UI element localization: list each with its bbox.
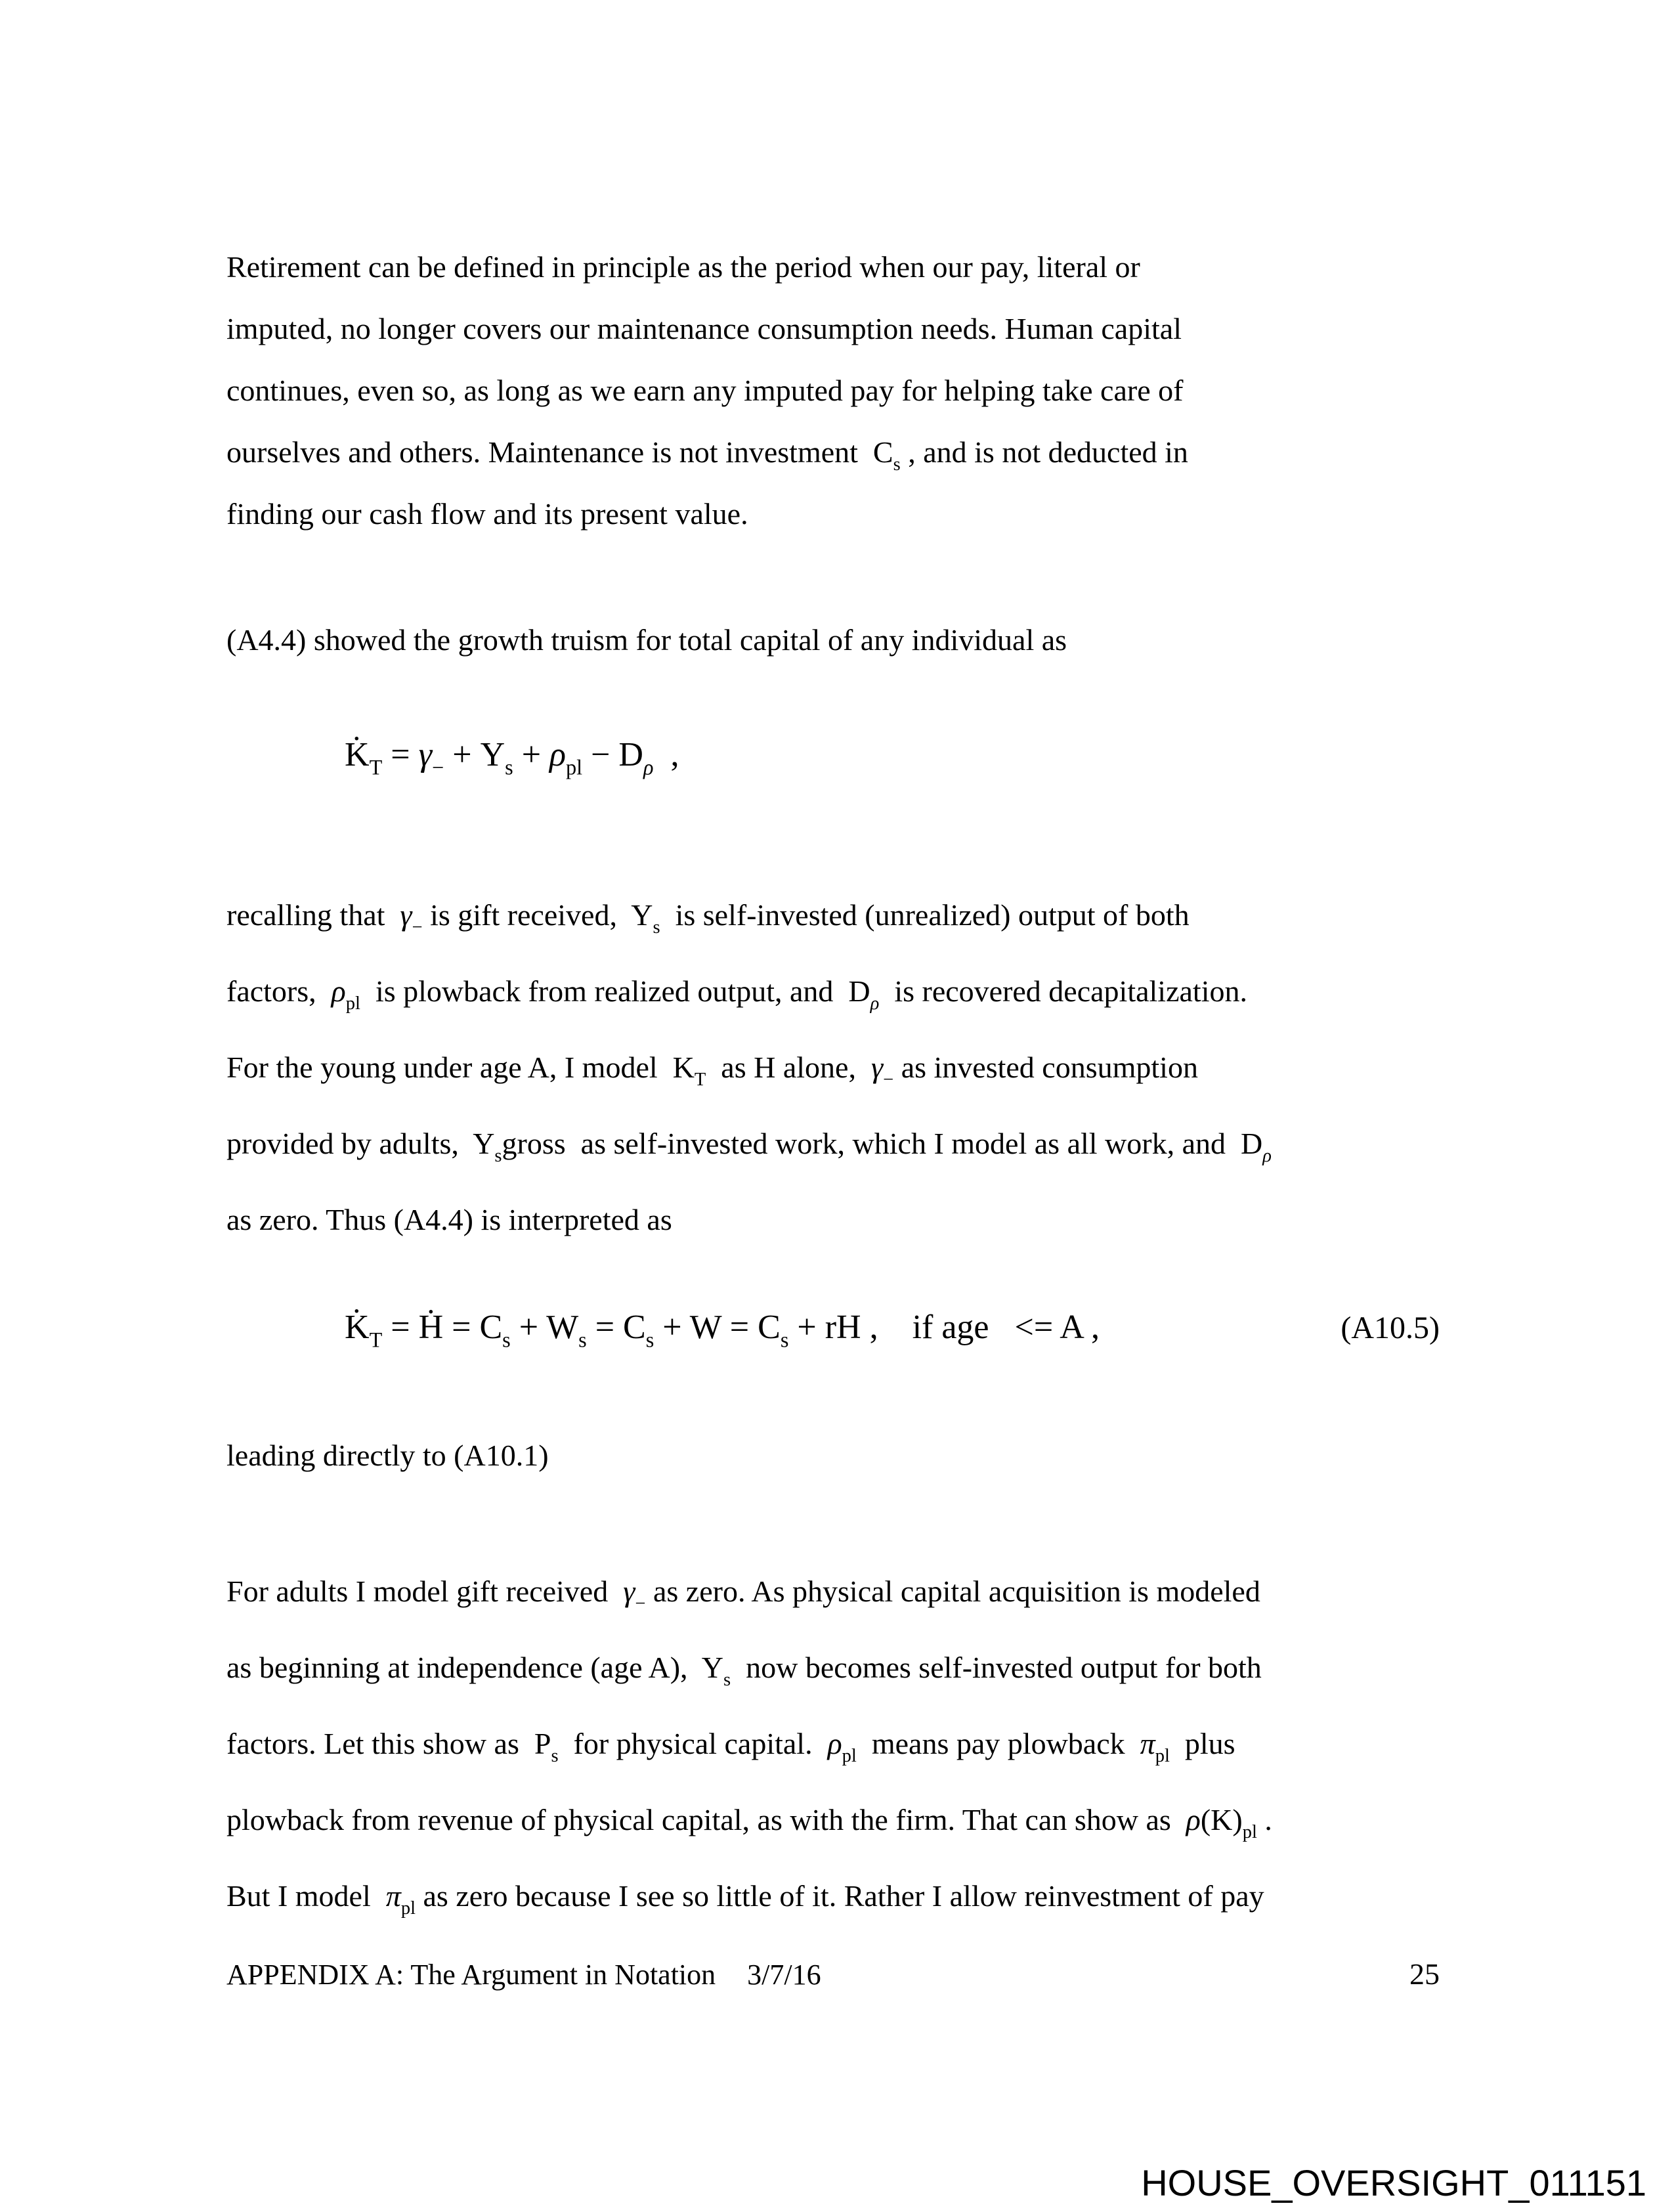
text-run: − D <box>582 736 643 773</box>
text-run: T <box>369 755 383 779</box>
text-run: + rH , <box>788 1309 878 1346</box>
text-run: γ <box>400 898 412 932</box>
text-run: For the young under age A, I model K <box>226 1051 695 1084</box>
text-run: pl <box>345 993 360 1014</box>
text-run: s <box>578 1328 587 1352</box>
text-run: is self-invested (unrealized) output of both <box>660 898 1190 932</box>
text-run: as zero. Thus (A4.4) is interpreted as <box>226 1203 672 1236</box>
text-run: for physical capital. <box>558 1727 828 1760</box>
text-run: , and is not deducted in <box>900 435 1188 469</box>
equation-a10-5-body <box>345 1282 1100 1374</box>
text-run: s <box>780 1328 789 1352</box>
text-run: K̇ <box>345 736 370 773</box>
text-run: − <box>412 917 423 938</box>
text-run: + W <box>510 1309 579 1346</box>
text-run: ourselves and others. Maintenance is not investment C <box>226 435 893 469</box>
text-run: pl <box>1242 1821 1257 1842</box>
text-run: is plowback from realized output, and D <box>360 974 870 1008</box>
text-run: as invested consumption <box>893 1051 1198 1084</box>
page-footer <box>226 1957 1440 1991</box>
text-run: recalling that <box>226 898 400 932</box>
text-run: T <box>694 1069 706 1090</box>
text-run: = <box>382 736 419 773</box>
text-run: leading directly to (A10.1) <box>226 1439 549 1472</box>
text-run: + Y <box>444 736 505 773</box>
text-run: ρ <box>643 755 654 779</box>
text-run: = Ḣ = C <box>382 1309 503 1346</box>
text-run: K̇ <box>345 1309 370 1346</box>
text-run: ρ <box>870 993 880 1014</box>
text-run: as zero because I see so little of it. Rather I allow reinvestment of pay <box>416 1879 1264 1913</box>
text-run: factors, <box>226 974 332 1008</box>
bates-stamp: HOUSE_OVERSIGHT_011151 <box>1141 2162 1646 2203</box>
text-run: + W = C <box>654 1309 781 1346</box>
text-run: pl <box>842 1745 857 1766</box>
text-run: − <box>432 755 444 779</box>
text-run: π <box>385 1879 401 1913</box>
text-run: For adults I model gift received <box>226 1574 624 1608</box>
text-run: ρ <box>331 974 346 1008</box>
text-run: provided by adults, Y <box>226 1127 495 1160</box>
text-run: is gift received, Y <box>422 898 653 932</box>
text-run: s <box>645 1328 655 1352</box>
text-run: ρ <box>827 1727 842 1760</box>
text-run: − <box>883 1069 894 1090</box>
text-run: + <box>513 736 550 773</box>
text-run: s <box>502 1328 511 1352</box>
text-run: factors. Let this show as P <box>226 1727 551 1760</box>
text-run: γ <box>623 1574 635 1608</box>
text-run: π <box>1140 1727 1155 1760</box>
text-run: T <box>369 1328 383 1352</box>
text-run: (K) <box>1200 1803 1243 1836</box>
text-run: But I model <box>226 1879 386 1913</box>
text-run: is recovered decapitalization. <box>879 974 1247 1008</box>
text-run: plus <box>1169 1727 1235 1760</box>
text-run: ρ <box>1262 1145 1272 1166</box>
footer-date: 3/7/16 <box>747 1959 821 1991</box>
paragraph-adult-model <box>226 1553 1440 1934</box>
text-run: pl <box>1155 1745 1170 1766</box>
text-run: s <box>723 1669 731 1690</box>
text-run: as zero. As physical capital acquisition is modeled <box>645 1574 1260 1608</box>
text-run: s <box>893 454 901 475</box>
paragraph-retirement-definition <box>226 236 1440 545</box>
paragraph-leading-to-a10-1 <box>226 1425 1440 1486</box>
text-run: , <box>653 736 679 773</box>
text-run: ρ <box>1186 1803 1201 1836</box>
text-run: . <box>1256 1803 1272 1836</box>
equation-a10-5 <box>226 1282 1440 1374</box>
text-run: continues, even so, as long as we earn any imputed pay for helping take care of <box>226 374 1184 407</box>
equation-growth-truism <box>226 709 1440 801</box>
text-run: s <box>494 1145 502 1166</box>
text-run: gross as self-invested work, which I model as all work, and D <box>502 1127 1263 1160</box>
paragraph-variable-definitions <box>226 877 1440 1258</box>
footer-appendix-title: APPENDIX A: The Argument in Notation <box>226 1959 716 1991</box>
text-run: plowback from revenue of physical capital, as with the firm. That can show as <box>226 1803 1186 1836</box>
text-run: γ <box>418 736 433 773</box>
text-run: s <box>551 1745 559 1766</box>
text-run: − <box>635 1593 646 1614</box>
text-run: ρ <box>549 736 567 773</box>
text-run: imputed, no longer covers our maintenance consumption needs. Human capital <box>226 312 1182 345</box>
text-run: s <box>505 755 513 779</box>
text-run: γ <box>870 1051 884 1084</box>
text-run: (A4.4) showed the growth truism for total capital of any individual as <box>226 623 1067 657</box>
text-run: pl <box>566 755 583 779</box>
text-run: s <box>653 917 660 938</box>
text-run: = C <box>586 1309 646 1346</box>
text-run: as beginning at independence (age A), Y <box>226 1651 724 1684</box>
footer-page-number: 25 <box>1409 1957 1440 1991</box>
equation-a10-5-label: (A10.5) <box>1341 1311 1440 1345</box>
text-run: if age <= A , <box>878 1309 1100 1346</box>
text-run: finding our cash flow and its present value. <box>226 497 748 531</box>
paragraph-a44-truism-intro <box>226 609 1440 671</box>
text-run: as H alone, <box>706 1051 871 1084</box>
text-run: Retirement can be defined in principle as the period when our pay, literal or <box>226 250 1140 284</box>
text-run: now becomes self-invested output for both <box>731 1651 1262 1684</box>
text-run: means pay plowback <box>856 1727 1140 1760</box>
text-run: pl <box>400 1898 416 1919</box>
